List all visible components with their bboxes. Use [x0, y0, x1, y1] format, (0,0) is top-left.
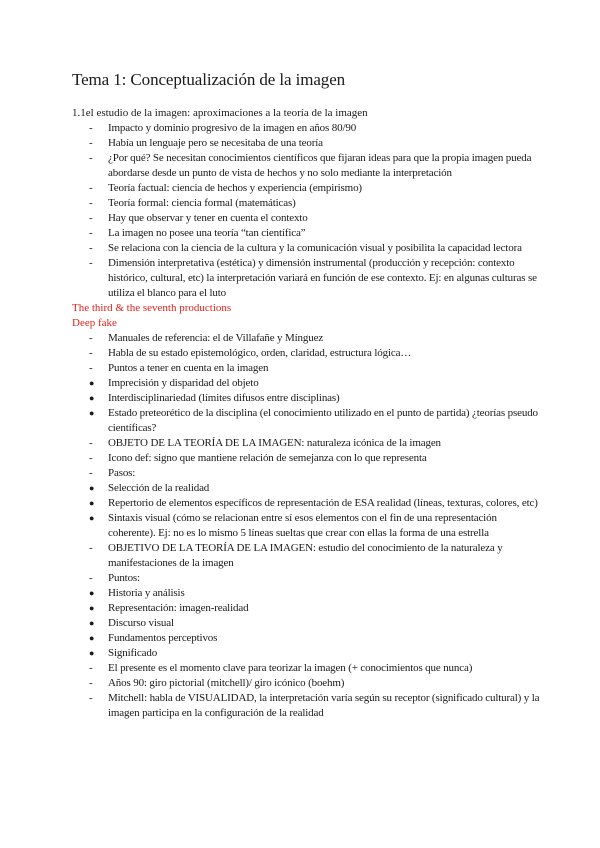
- bullet-dash-icon: -: [89, 572, 93, 584]
- list-item: [72, 586, 542, 601]
- bullet-dash-icon: -: [89, 182, 93, 194]
- document-title: Tema 1: Conceptualización de la imagen: [72, 70, 346, 89]
- bullet-dash-icon: -: [89, 122, 93, 134]
- list-item-text: Impacto y dominio progresivo de la imagen en años 80/90: [108, 122, 357, 134]
- list-item-text: Imprecisión y disparidad del objeto: [108, 377, 259, 389]
- list-item-text: Sintaxis visual (cómo se relacionan entre sí esos elementos con el fin de una representación coherente). Ej: no es lo mismo 5 líneas sueltas que crear con ellas la forma de una estrella: [108, 512, 497, 539]
- bullet-dot-icon: ●: [89, 498, 95, 508]
- bullet-dash-icon: -: [89, 332, 93, 344]
- list-item-text: OBJETO DE LA TEORÍA DE LA IMAGEN: naturaleza icónica de la imagen: [108, 437, 441, 449]
- bullet-dot-icon: ●: [89, 408, 95, 418]
- list-item: [72, 496, 542, 511]
- section-subtitle: 1.1el estudio de la imagen: aproximaciones a la teoría de la imagen: [72, 107, 368, 119]
- list-item: [72, 346, 542, 361]
- list-item: [72, 406, 542, 436]
- list-item: [72, 136, 542, 151]
- list-item: [72, 511, 542, 541]
- list-item: [72, 331, 542, 346]
- bullet-dash-icon: -: [89, 227, 93, 239]
- list-item-text: Había un lenguaje pero se necesitaba de una teoría: [108, 137, 323, 149]
- list-item-text: Icono def: signo que mantiene relación de semejanza con lo que representa: [108, 452, 427, 464]
- list-item: [72, 241, 542, 256]
- list-item-text: Fundamentos perceptivos: [108, 632, 218, 644]
- bullet-dot-icon: ●: [89, 588, 95, 598]
- bullet-dot-icon: ●: [89, 603, 95, 613]
- list-item: [72, 676, 542, 691]
- bullet-dash-icon: -: [89, 347, 93, 359]
- bullet-dash-icon: -: [89, 467, 93, 479]
- bullet-dash-icon: -: [89, 542, 93, 554]
- bullet-dash-icon: -: [89, 212, 93, 224]
- list-item-text: Se relaciona con la ciencia de la cultura y la comunicación visual y posibilita la capacidad lectora: [108, 242, 522, 254]
- list-item: [72, 481, 542, 496]
- list-item-text: ¿Por qué? Se necesitan conocimientos científicos que fijaran ideas para que la propia imagen pueda abordarse desde un punto de vista de hechos y no solo mediante la interpretación: [108, 152, 532, 179]
- bullet-dash-icon: -: [89, 452, 93, 464]
- list-item: [72, 631, 542, 646]
- bullet-dot-icon: ●: [89, 618, 95, 628]
- list-item-text: Hay que observar y tener en cuenta el contexto: [108, 212, 308, 224]
- list-item: [72, 466, 542, 481]
- list-item: [72, 616, 542, 631]
- list-item: [72, 151, 542, 181]
- bullet-dash-icon: -: [89, 242, 93, 254]
- bullet-list-2: [72, 331, 542, 721]
- list-item: [72, 571, 542, 586]
- list-item-text: Pasos:: [108, 467, 136, 479]
- list-item: [72, 361, 542, 376]
- list-item-text: Interdisciplinariedad (límites difusos entre disciplinas): [108, 392, 340, 404]
- list-item: [72, 211, 542, 226]
- bullet-dash-icon: -: [89, 662, 93, 674]
- bullet-dash-icon: -: [89, 692, 93, 704]
- list-item-text: Puntos:: [108, 572, 140, 584]
- list-item: [72, 121, 542, 136]
- list-item-text: Discurso visual: [108, 617, 174, 629]
- list-item-text: OBJETIVO DE LA TEORÍA DE LA IMAGEN: estudio del conocimiento de la naturaleza y manifestaciones de la imagen: [108, 542, 503, 569]
- bullet-dash-icon: -: [89, 197, 93, 209]
- bullet-dot-icon: ●: [89, 633, 95, 643]
- list-item-text: Representación: imagen-realidad: [108, 602, 249, 614]
- list-item-text: Habla de su estado epistemológico, orden, claridad, estructura lógica…: [108, 347, 412, 359]
- list-item: [72, 661, 542, 676]
- bullet-dash-icon: -: [89, 257, 93, 269]
- list-item-text: La imagen no posee una teoría “tan científica”: [108, 227, 306, 239]
- list-item-text: Teoría formal: ciencia formal (matemáticas): [108, 197, 296, 209]
- bullet-dash-icon: -: [89, 677, 93, 689]
- red-note-1: The third & the seventh productions: [72, 302, 232, 314]
- list-item-text: Significado: [108, 647, 158, 659]
- list-item: [72, 601, 542, 616]
- bullet-dash-icon: -: [89, 152, 93, 164]
- list-item-text: El presente es el momento clave para teorizar la imagen (+ conocimientos que nunca): [108, 662, 473, 674]
- list-item: [72, 226, 542, 241]
- list-item-text: Puntos a tener en cuenta en la imagen: [108, 362, 269, 374]
- list-item-text: Mitchell: habla de VISUALIDAD, la interpretación varía según su receptor (significado cultural) y la imagen participa en la configuración de la realidad: [108, 692, 540, 719]
- red-note-2: Deep fake: [72, 317, 117, 329]
- list-item: [72, 436, 542, 451]
- bullet-dash-icon: -: [89, 437, 93, 449]
- bullet-dot-icon: ●: [89, 393, 95, 403]
- list-item: [72, 181, 542, 196]
- bullet-list-1: [72, 121, 542, 301]
- list-item-text: Historia y análisis: [108, 587, 185, 599]
- list-item: [72, 391, 542, 406]
- list-item: [72, 646, 542, 661]
- list-item-text: Estado preteorético de la disciplina (el conocimiento utilizado en el punto de partida) ¿teorías pseudo científicas?: [108, 407, 538, 434]
- list-item-text: Manuales de referencia: el de Villafañe y Mínguez: [108, 332, 324, 344]
- list-item: [72, 256, 542, 301]
- document-body: [72, 106, 542, 721]
- bullet-dash-icon: -: [89, 362, 93, 374]
- list-item-text: Dimensión interpretativa (estética) y dimensión instrumental (producción y recepción: contexto histórico, cultural, etc) la interpretación variará en función de ese contexto. Ej: en algunas culturas se utiliza el blanco para el luto: [108, 257, 537, 299]
- list-item-text: Teoría factual: ciencia de hechos y experiencia (empirismo): [108, 182, 362, 194]
- list-item: [72, 376, 542, 391]
- bullet-dot-icon: ●: [89, 648, 95, 658]
- list-item-text: Repertorio de elementos específicos de representación de ESA realidad (líneas, texturas, colores, etc): [108, 497, 538, 509]
- list-item: [72, 691, 542, 721]
- list-item: [72, 541, 542, 571]
- list-item: [72, 451, 542, 466]
- bullet-dot-icon: ●: [89, 378, 95, 388]
- list-item: [72, 196, 542, 211]
- bullet-dot-icon: ●: [89, 513, 95, 523]
- bullet-dot-icon: ●: [89, 483, 95, 493]
- bullet-dash-icon: -: [89, 137, 93, 149]
- list-item-text: Años 90: giro pictorial (mitchell)/ giro icónico (boehm): [108, 677, 345, 689]
- list-item-text: Selección de la realidad: [108, 482, 210, 494]
